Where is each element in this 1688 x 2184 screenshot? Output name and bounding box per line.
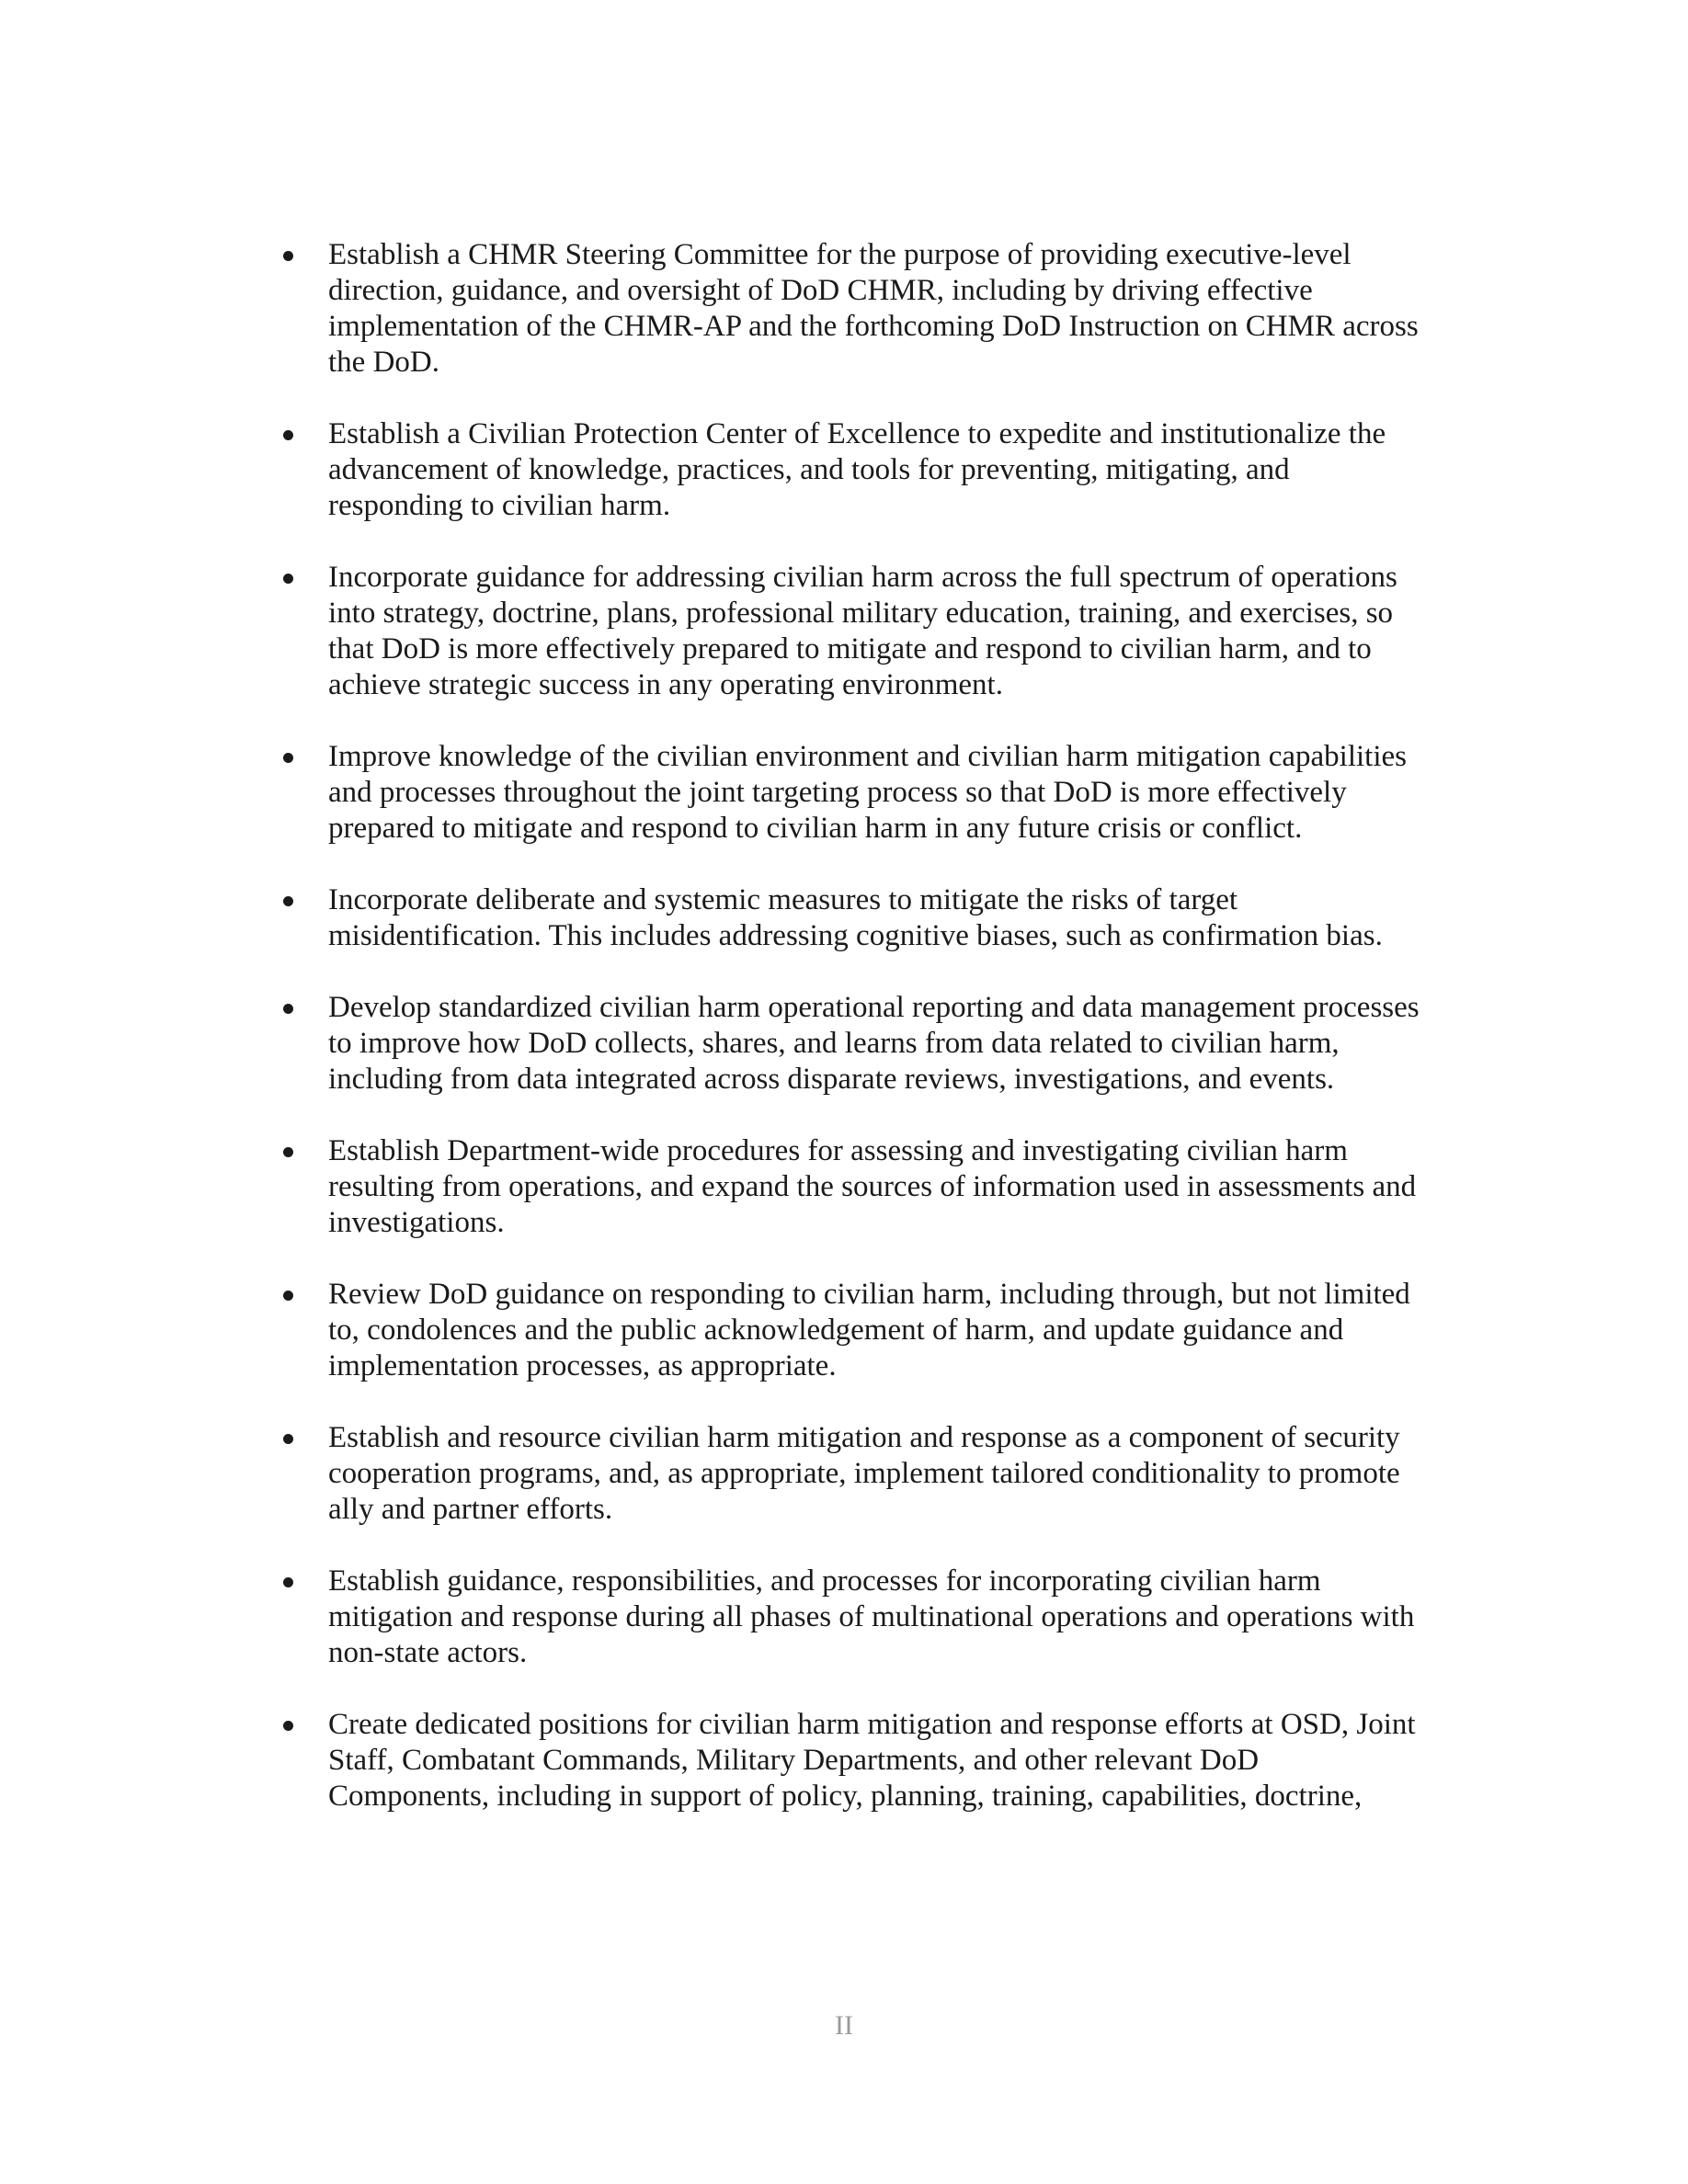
bullet-icon [283, 1434, 293, 1444]
bullet-text: Incorporate deliberate and systemic measures to mitigate the risks of target misidentification. This includes addressing cognitive biases, such as confirmation bias. [328, 883, 1383, 952]
list-item [276, 1564, 1425, 1671]
list-item [276, 1420, 1425, 1528]
bullet-text: Improve knowledge of the civilian environment and civilian harm mitigation capabilities and processes throughout the joint targeting process so that DoD is more effectively prepared to mitigate and respond to civilian harm in any future crisis or conflict. [328, 740, 1407, 845]
page-number: II [835, 2010, 853, 2041]
bullet-icon [283, 1721, 293, 1731]
bullet-icon [283, 1004, 293, 1014]
bullet-text: Establish a CHMR Steering Committee for the purpose of providing executive-level direction, guidance, and oversight of DoD CHMR, including by driving effective implementation of the CHMR-AP and the forthcoming DoD Instruction on CHMR across the DoD. [328, 238, 1419, 379]
bullet-icon [283, 1147, 293, 1157]
bullet-icon [283, 251, 293, 261]
list-item [276, 1133, 1425, 1241]
bullet-icon [283, 896, 293, 906]
bullet-text: Review DoD guidance on responding to civilian harm, including through, but not limited to, condolences and the public acknowledgement of harm, and update guidance and implementation processes, as appropriate. [328, 1278, 1410, 1382]
list-item [276, 739, 1425, 847]
list-item [276, 416, 1425, 524]
bullet-icon [283, 574, 293, 584]
list-item [276, 1277, 1425, 1384]
bullet-list [276, 237, 1425, 1850]
bullet-icon [283, 1291, 293, 1301]
bullet-text: Establish Department-wide procedures for assessing and investigating civilian harm resulting from operations, and expand the sources of information used in assessments and investigations. [328, 1134, 1417, 1239]
bullet-text: Develop standardized civilian harm operational reporting and data management processes to improve how DoD collects, shares, and learns from data related to civilian harm, including from data integrated across disparate reviews, investigations, and events. [328, 991, 1420, 1096]
bullet-text: Establish guidance, responsibilities, and processes for incorporating civilian harm mitigation and response during all phases of multinational operations and operations with non-state actors. [328, 1564, 1415, 1669]
list-item [276, 560, 1425, 703]
bullet-text: Establish a Civilian Protection Center of Excellence to expedite and institutionalize the advancement of knowledge, practices, and tools for preventing, mitigating, and responding to civilian harm. [328, 417, 1386, 522]
list-item [276, 1707, 1425, 1814]
bullet-text: Create dedicated positions for civilian harm mitigation and response efforts at OSD, Joint Staff, Combatant Commands, Military Departments, and other relevant DoD Components, including in support of policy, planning, training, capabilities, doctrine, [328, 1708, 1416, 1813]
bullet-text: Establish and resource civilian harm mitigation and response as a component of security cooperation programs, and, as appropriate, implement tailored conditionality to promote ally and partner efforts. [328, 1421, 1400, 1526]
bullet-icon [283, 753, 293, 763]
list-item [276, 882, 1425, 954]
bullet-text: Incorporate guidance for addressing civilian harm across the full spectrum of operations into strategy, doctrine, plans, professional military education, training, and exercises, so that DoD is more effectively prepared to mitigate and respond to civilian harm, and to achieve strategic success in any operating environment. [328, 561, 1397, 701]
bullet-icon [283, 1577, 293, 1587]
list-item [276, 237, 1425, 381]
list-item [276, 990, 1425, 1098]
bullet-icon [283, 430, 293, 440]
